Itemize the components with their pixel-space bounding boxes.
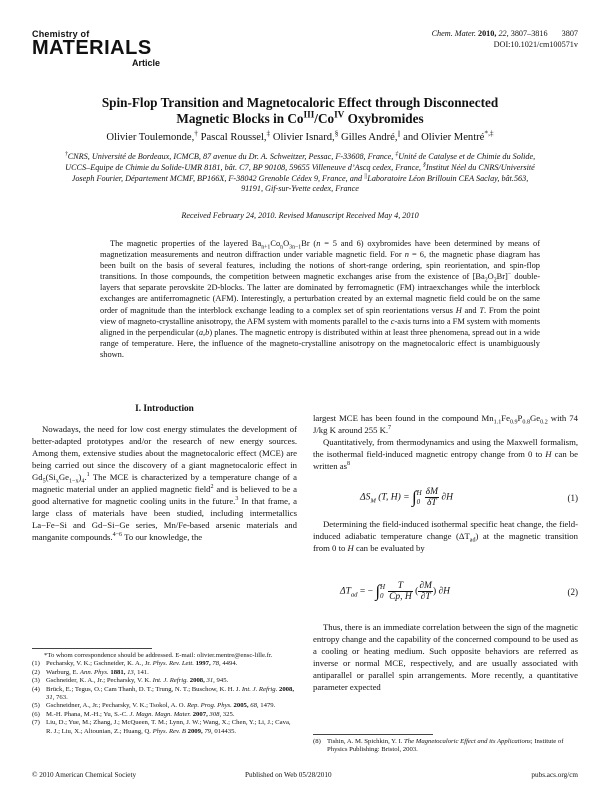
body-text: can be evaluated by bbox=[353, 543, 425, 554]
article-title bbox=[40, 95, 560, 126]
abstract-text: = 6, the magnetic phase diagram has been built on the basis of several features, including the notions of short-range ordering, spin reorientation, and spin-flop transitions. In those compounds, the competition between magnetic exchanges arise from the existence of [Ba bbox=[100, 250, 540, 282]
ref-authors: M.-H. Phana, M.-H.; Yu, S.-C. bbox=[46, 710, 130, 718]
abstract-text: Br ( bbox=[301, 239, 317, 248]
abstract-sub: 2 bbox=[493, 277, 497, 284]
ref-link[interactable]: 7 bbox=[388, 425, 392, 432]
ref-number: (7) bbox=[32, 719, 40, 727]
abstract-sub: n bbox=[280, 244, 284, 251]
author bbox=[200, 128, 271, 143]
reference-item bbox=[32, 660, 297, 668]
abstract-var: T bbox=[479, 305, 485, 315]
body-text: ) at the magnetic transition from 0 to bbox=[313, 531, 578, 554]
affiliation: Laboratoire Léon Brillouin CEA Saclay, bât.563, 91191, Gif-sur-Yvette cedex, France bbox=[241, 173, 529, 194]
affil-mark: † bbox=[64, 151, 68, 158]
ref-title: The Magnetocaloric Effect and its Applications bbox=[404, 738, 531, 745]
body-var: H bbox=[347, 543, 354, 554]
eq-num: ∂M bbox=[419, 581, 432, 591]
ref-pages: 4494. bbox=[220, 660, 238, 668]
equation-number-1: (1) bbox=[567, 493, 578, 503]
reference-item bbox=[32, 686, 297, 703]
ref-year: 1881, bbox=[108, 668, 126, 676]
body-text: In that frame, a large class of materials have been studied, including intermetallics La−Fe−Si and Gd−Si−Ge series, Mn/Fe-based arsenic materials and manganite compounds. bbox=[32, 496, 298, 543]
ref-number: (4) bbox=[32, 685, 40, 693]
author-name: Pascal Roussel, bbox=[200, 132, 267, 143]
ref-authors: Gschneider, K. A., Jr.; Pecharsky, V. K. bbox=[46, 677, 153, 685]
body-text: and is believed to be a good alternative for magnetic cooling units in the future. bbox=[32, 484, 297, 507]
author-name: Gilles André, bbox=[341, 132, 398, 143]
integral-limits bbox=[380, 583, 385, 601]
body-text: largest MCE has been found in the compound Mn bbox=[313, 413, 494, 423]
abstract bbox=[100, 238, 540, 360]
ref-year: 2008, bbox=[188, 677, 205, 685]
ref-authors: Gschneidner, A., Jr.; Pecharsky, V. K.; Tsokol, A. O. bbox=[46, 702, 187, 710]
ref-number: (6) bbox=[32, 710, 40, 718]
body-text: can be written as bbox=[313, 449, 578, 472]
ref-volume: 68, bbox=[248, 702, 259, 710]
title-part: Oxybromides bbox=[347, 110, 424, 126]
affiliation: Institut Néel du CNRS/Université Joseph Fourier, Département MCMF, BP166X, F-38042 Grenoble Cédex 9, France, and bbox=[71, 162, 535, 183]
ref-text bbox=[46, 702, 297, 710]
author-mark: || bbox=[397, 128, 401, 138]
equation-1 bbox=[360, 487, 453, 508]
body-text: Fe bbox=[501, 413, 510, 423]
abstract-var: a,b bbox=[198, 327, 210, 337]
ref-volume: 78, bbox=[210, 660, 221, 668]
body-text: Nowadays, the need for low cost energy stimulates the development of better-adapted prototypes and/or the research of new energy sources. Among them, extensive studies about the magnetocaloric effect (MCE) are being carried out since the discovery of a giant magnetocaloric effect in Gd bbox=[32, 424, 297, 483]
abstract-text: double-layers that separate perovskite 2D-blocks. The latter are dominated by ferromagnetic (FM) intraexchanges while the interblock exchanges are antiferromagnetic (AFM). Interestingly, a perturbation created by an external magnetic field could be on the same order of magnitude than the interblock exchange leading to a complex set of spin reorientations versus bbox=[100, 272, 540, 315]
journal-volume: 22, bbox=[498, 29, 509, 38]
eq-upper: H bbox=[416, 488, 422, 497]
ref-pages: 1479. bbox=[258, 702, 276, 710]
ref-year: 2008, bbox=[277, 685, 295, 693]
body-text: with 74 J/kg K around 255 K. bbox=[313, 413, 578, 436]
intro-paragraph-2 bbox=[313, 412, 578, 472]
ref-pages: 763. bbox=[54, 694, 68, 702]
ref-text bbox=[327, 738, 578, 755]
integral-sign: ∫ bbox=[411, 487, 417, 507]
correspondence-note: *To whom correspondence should be addressed. E-mail: olivier.mentre@ensc-lille.fr. bbox=[44, 652, 273, 659]
body-sub: 0.8 bbox=[522, 419, 530, 426]
abstract-var: n bbox=[316, 239, 321, 248]
affiliation: CNRS, Université de Bordeaux, ICMCB, 87 avenue du Dr. A. Schweitzer, Pessac, F-33608, France, bbox=[67, 152, 394, 161]
ref-number: (5) bbox=[32, 702, 40, 710]
intro-paragraph-1 bbox=[32, 423, 297, 543]
author-name: Olivier Isnard, bbox=[272, 132, 335, 143]
citation-block bbox=[432, 29, 578, 50]
ref-text bbox=[46, 669, 297, 677]
body-text: Determining the field-induced isothermal specific heat change, the field-induced adiabatic temperature change (ΔT bbox=[313, 519, 578, 542]
ref-year: 1997, bbox=[193, 660, 211, 668]
reference-item bbox=[32, 719, 297, 736]
abstract-text: -axis turns into a FM system with moments aligned in the perpendicular ( bbox=[100, 316, 540, 337]
abstract-sub: 3n−1 bbox=[289, 244, 302, 251]
ref-year: 2005, bbox=[231, 702, 249, 710]
reference-item bbox=[32, 711, 297, 719]
received-dates: Received February 24, 2010. Revised Manuscript Received May 4, 2010 bbox=[181, 211, 419, 220]
section-heading: I. Introduction bbox=[135, 404, 194, 414]
ref-authors: Liu, D.; Yue, M.; Zhang, J.; McQueen, T. M.; Lynn, J. W.; Wang, X.; Chen, Y.; Li, J.; Cava, R. J.; Liu, X.; Altounian, Z.; Huang, Q. bbox=[46, 719, 291, 735]
ref-text bbox=[46, 711, 297, 719]
eq-symbol: ∂H bbox=[441, 492, 453, 503]
body-sub: 0.2 bbox=[540, 419, 548, 426]
ref-authors: Warburg, E. bbox=[46, 668, 80, 676]
eq-upper: H bbox=[380, 582, 386, 591]
abstract-sub: n+1 bbox=[261, 244, 271, 251]
reference-item bbox=[313, 738, 578, 755]
ref-authors: Pecharsky, V. K.; Gschneider, K. A., Jr. bbox=[46, 660, 153, 668]
abstract-var: c bbox=[390, 316, 395, 326]
ref-journal: Int. J. Refrig. bbox=[241, 685, 278, 693]
eq-symbol: ΔT bbox=[340, 586, 351, 597]
integral-sign: ∫ bbox=[375, 581, 381, 601]
body-paragraph bbox=[313, 436, 578, 472]
ref-volume: 79, bbox=[202, 727, 213, 735]
footnote-rule bbox=[32, 648, 152, 649]
eq-lower: 0 bbox=[416, 497, 421, 506]
ref-journal: Ann. Phys. bbox=[79, 668, 109, 676]
reference-item bbox=[32, 677, 297, 685]
ref-number: (1) bbox=[32, 660, 40, 668]
author-list bbox=[40, 128, 560, 144]
body-text: ) bbox=[78, 472, 82, 483]
author bbox=[403, 128, 494, 143]
body-sub: 1−x bbox=[69, 478, 79, 485]
body-sub: ad bbox=[469, 537, 476, 544]
eq-fraction bbox=[425, 487, 439, 508]
body-paragraph bbox=[313, 412, 578, 436]
ref-journal: Int. J. Refrig. bbox=[152, 677, 189, 685]
journal-year: 2010, bbox=[477, 29, 497, 38]
eq-den: Cp, H bbox=[389, 592, 412, 602]
title-line-2 bbox=[40, 111, 560, 127]
eq-den: δT bbox=[426, 498, 437, 508]
ref-number: (2) bbox=[32, 668, 40, 676]
integral-limits bbox=[417, 489, 422, 507]
affil-mark: || bbox=[364, 172, 368, 179]
ref-text bbox=[46, 719, 297, 736]
eq-sub: ad bbox=[350, 591, 358, 599]
eq-symbol: (T, H) = bbox=[378, 492, 410, 503]
ref-pages: 014435. bbox=[212, 727, 237, 735]
page-number: 3807 bbox=[561, 29, 578, 38]
author-mark: *,‡ bbox=[484, 128, 494, 138]
footnote-rule bbox=[313, 734, 433, 735]
abstract-text: Br] bbox=[496, 272, 508, 282]
citation-line bbox=[432, 29, 578, 40]
affil-mark: ‡ bbox=[395, 151, 399, 158]
ref-volume: 13, bbox=[125, 668, 136, 676]
logo-line-2: MATERIALS bbox=[32, 37, 152, 59]
journal-pages: 3807–3816 bbox=[510, 29, 548, 38]
paren-close: ) bbox=[432, 586, 437, 597]
intro-paragraph-3 bbox=[313, 518, 578, 554]
ref-year: 2007, bbox=[191, 710, 208, 718]
body-sub: x bbox=[55, 478, 59, 485]
doi[interactable]: DOI:10.1021/cm100571v bbox=[493, 39, 578, 49]
author bbox=[272, 128, 339, 143]
logo-line-1: Chemistry of bbox=[32, 29, 90, 39]
affil-mark: § bbox=[423, 162, 426, 169]
article-type-label: Article bbox=[131, 58, 160, 68]
reference-item bbox=[32, 702, 297, 710]
abstract-text: O bbox=[283, 239, 290, 248]
affiliation: Unité de Catalyse et de Chimie du Solide, UCCS–Equipe de Chimie du Solide-UMR 8181, bât. C7, BP 90108, 59655 Villeneuve d’Ascq cedex, France, bbox=[65, 152, 536, 172]
ref-link[interactable]: 8 bbox=[347, 461, 351, 468]
ref-year: 2009, bbox=[185, 727, 203, 735]
title-line-1: Spin-Flop Transition and Magnetocaloric Effect through Disconnected bbox=[101, 95, 499, 110]
abstract-text: and bbox=[461, 305, 480, 315]
author bbox=[106, 128, 198, 143]
ref-link[interactable]: 1 bbox=[86, 472, 90, 479]
title-part: /Co bbox=[314, 110, 335, 126]
abstract-sub: 2 bbox=[484, 277, 488, 284]
ref-pages: 141. bbox=[135, 668, 149, 676]
eq-fraction bbox=[388, 581, 413, 602]
body-text: Quantitatively, from thermodynamics and using the Maxwell formalism, the isothermal field-induced magnetic entropy change from 0 to bbox=[313, 437, 578, 460]
author-mark: ‡ bbox=[266, 128, 271, 138]
body-var: H bbox=[545, 449, 552, 460]
abstract-var: n bbox=[404, 250, 409, 260]
eq-symbol: = − bbox=[359, 586, 373, 597]
eq-symbol: ΔS bbox=[360, 492, 371, 503]
abstract-text: ) planes. The magnetic entropy is distributed within at least three phenomena, spread out in a wide range of temperature. Here, the influence of the magneto-crystalline anisotropy on the magnetocaloric effect is unambiguously shown. bbox=[100, 327, 540, 359]
footnotes-left bbox=[32, 652, 297, 736]
ref-pages: 325. bbox=[221, 710, 235, 718]
abstract-text: Co bbox=[270, 239, 281, 248]
published-date: Published on Web 05/28/2010 bbox=[245, 771, 332, 779]
abstract-text: . From the point view of magneto-crystalline anisotropy, the AFM system with moments parallel to the bbox=[100, 305, 540, 326]
eq-sub: M bbox=[370, 497, 376, 505]
eq-num: T bbox=[388, 581, 413, 592]
ref-authors: Brück, E.; Tegus, O.; Cam Thanh, D. T.; Trung, N. T.; Buschow, K. H. J. bbox=[46, 685, 242, 693]
ref-journal: Phys. Rev. B bbox=[152, 727, 186, 735]
ref-journal: Phys. Rev. Lett. bbox=[152, 660, 194, 668]
body-sub: 4 bbox=[81, 478, 85, 485]
body-text: Ge bbox=[58, 472, 69, 483]
copyright: © 2010 American Chemical Society bbox=[32, 771, 137, 779]
ref-pages: 945. bbox=[214, 677, 229, 685]
body-text: Ge bbox=[530, 413, 541, 423]
eq-fraction bbox=[418, 581, 433, 602]
author-mark: † bbox=[194, 128, 198, 138]
ref-number: (3) bbox=[32, 677, 40, 685]
abstract-text: = 5 and 6) oxybromides have been determined by means of magnetization measurements and neutron diffraction under variable magnetic field. For bbox=[100, 239, 540, 260]
body-sub: 5 bbox=[42, 478, 46, 485]
abstract-var: H bbox=[455, 305, 462, 315]
abstract-sup: − bbox=[507, 271, 512, 278]
eq-den: ∂T bbox=[420, 592, 431, 602]
equation-number-2: (2) bbox=[567, 587, 578, 597]
body-text: The MCE is characterized by a temperature change of a magnetic material under an applied magnetic field bbox=[32, 472, 297, 495]
title-part: Magnetic Blocks in Co bbox=[176, 110, 304, 126]
ref-publisher: ; Institute of Physics Publishing: Bristol, 2003. bbox=[327, 738, 564, 754]
abstract-text: O bbox=[487, 272, 494, 282]
body-text: (Si bbox=[45, 472, 56, 483]
ref-journal: Rep. Prog. Phys. bbox=[186, 702, 232, 710]
eq-lower: 0 bbox=[380, 591, 384, 600]
reference-item bbox=[32, 669, 297, 677]
eq-symbol: ∂H bbox=[438, 586, 451, 597]
ref-journal: J. Magn. Magn. Mater. bbox=[129, 710, 192, 718]
ref-volume: 31, bbox=[46, 694, 55, 702]
ref-link[interactable]: 2 bbox=[210, 484, 214, 491]
equation-2 bbox=[340, 581, 450, 602]
body-sub: 0.9 bbox=[509, 419, 518, 426]
ref-text bbox=[46, 660, 297, 668]
abstract-text: The magnetic properties of the layered Ba bbox=[110, 239, 262, 248]
body-sub: 1.1 bbox=[493, 419, 502, 426]
body-text: . bbox=[84, 472, 87, 483]
ref-volume: 308, bbox=[207, 710, 222, 718]
ref-volume: 31, bbox=[204, 677, 215, 685]
footnotes-right bbox=[313, 738, 578, 755]
author bbox=[341, 128, 401, 143]
journal-name: Chem. Mater. bbox=[431, 29, 476, 38]
intro-paragraph-4: Thus, there is an immediate correlation between the sign of the magnetic entropy change and the capability of the concerned compound to be used as a cooling or heating medium. Such opposite behaviors are referred as inverse or normal MCE, respectively, and are usually associated with antiparallel or parallel spin arrangements. More recently, a quantitative parameter expected bbox=[313, 622, 578, 693]
ref-authors: Tishin, A. M. Spichkin, Y. I. bbox=[327, 738, 405, 745]
body-text: To our knowledge, the bbox=[122, 532, 203, 543]
ref-text bbox=[46, 686, 297, 703]
author-name: Olivier Toulemonde, bbox=[106, 132, 195, 143]
ref-text bbox=[46, 677, 297, 685]
site-link[interactable]: pubs.acs.org/cm bbox=[531, 771, 578, 779]
author-mark: § bbox=[334, 128, 339, 138]
title-sup: III bbox=[303, 109, 315, 120]
journal-logo bbox=[32, 30, 172, 68]
paren-open: ( bbox=[415, 586, 419, 597]
ref-number: (8) bbox=[313, 738, 321, 745]
affiliations bbox=[60, 152, 540, 195]
title-sup: IV bbox=[334, 109, 345, 120]
author-name: and Olivier Mentré bbox=[403, 132, 485, 143]
eq-num: δM bbox=[425, 487, 439, 497]
ref-link[interactable]: 4−6 bbox=[112, 532, 123, 539]
body-text: P bbox=[517, 413, 523, 423]
ref-link[interactable]: 3 bbox=[235, 496, 239, 503]
